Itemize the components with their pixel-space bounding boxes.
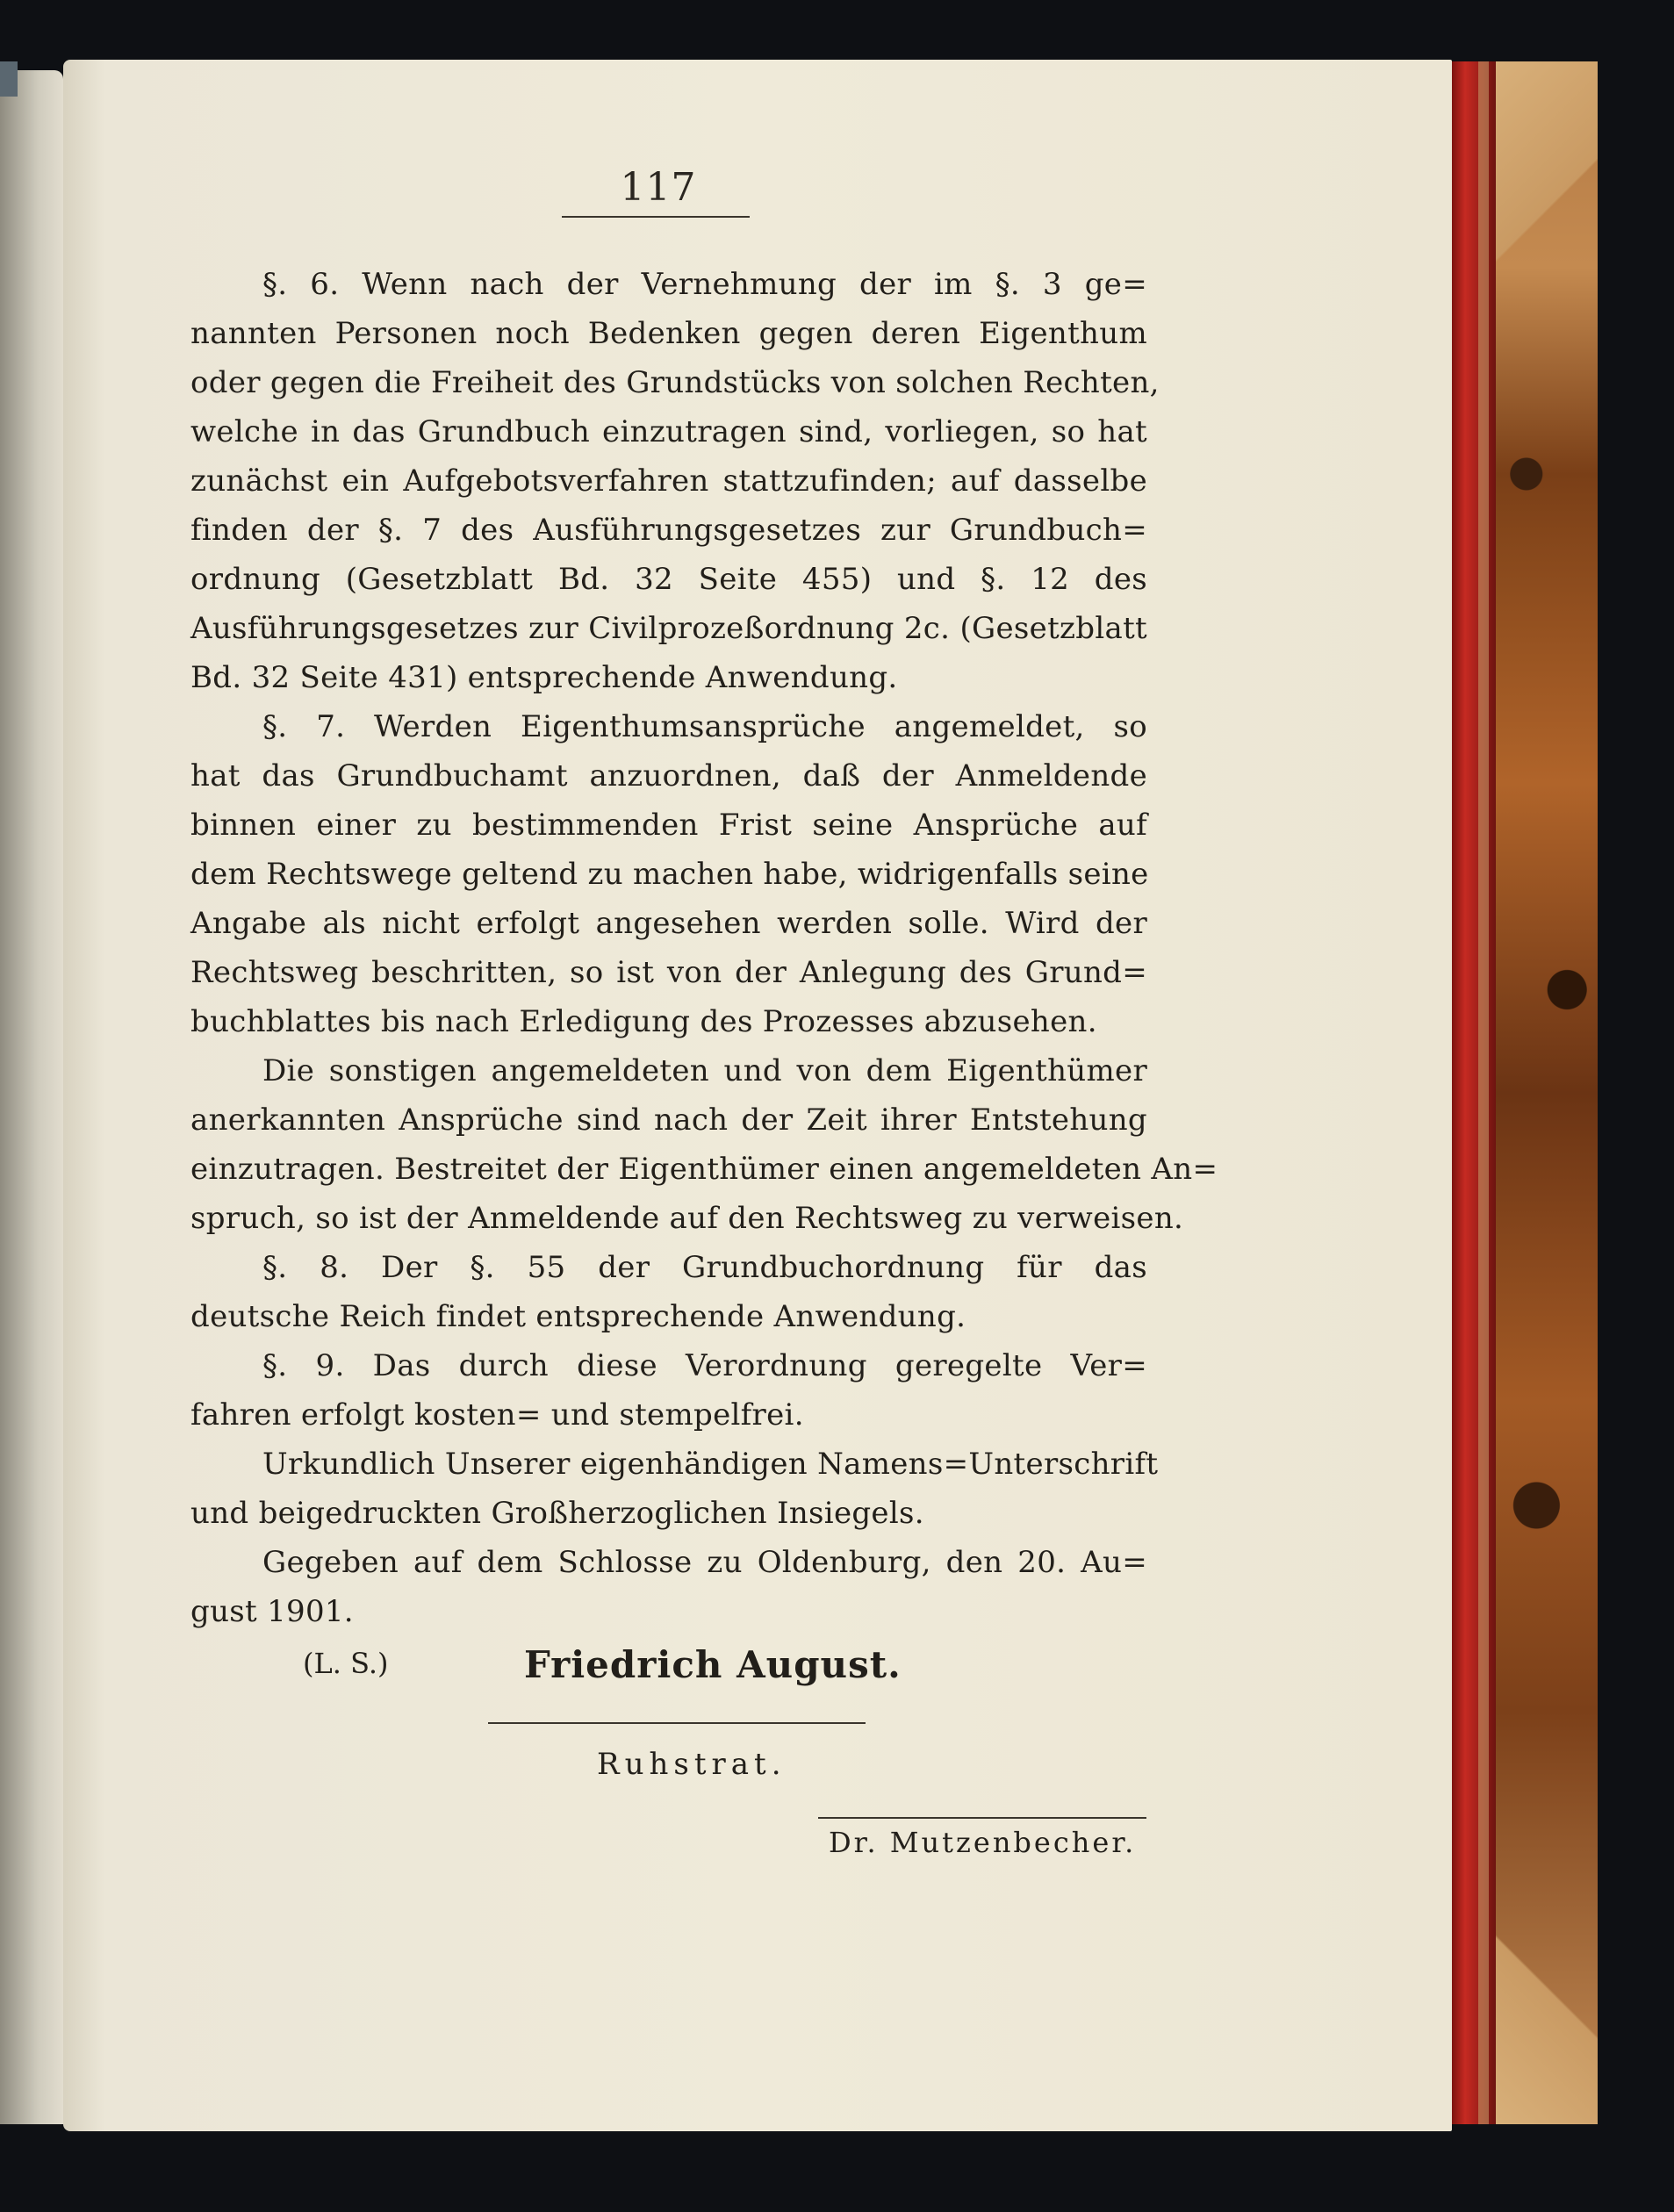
text-line: finden der §. 7 des Ausführungsgesetzes zur Grundbuch= (190, 513, 1147, 548)
page-number: 117 (620, 165, 697, 210)
cover-corner-bottom (1496, 1887, 1598, 2124)
text-line: Ausführungsgesetzes zur Civilprozeßordnung 2c. (Gesetzblatt (190, 611, 1147, 646)
text-line: spruch, so ist der Anmeldende auf den Rechtsweg zu verweisen. (190, 1201, 1184, 1236)
text-line: einzutragen. Bestreitet der Eigenthümer einen angemeldeten An= (190, 1152, 1218, 1187)
text-line: §. 7. Werden Eigenthumsansprüche angemeldet, so (262, 709, 1147, 744)
text-line: Angabe als nicht erfolgt angesehen werden solle. Wird der (190, 906, 1147, 941)
text-line: hat das Grundbuchamt anzuordnen, daß der Anmeldende (190, 758, 1147, 794)
text-line: §. 6. Wenn nach der Vernehmung der im §. 3 ge= (262, 267, 1147, 302)
cover-corner-top (1496, 61, 1598, 290)
text-line: fahren erfolgt kosten= und stempelfrei. (190, 1397, 804, 1433)
text-line: §. 9. Das durch diese Verordnung geregelte Ver= (262, 1348, 1147, 1383)
countersign-rule (818, 1817, 1146, 1819)
text-line: deutsche Reich findet entsprechende Anwendung. (190, 1299, 966, 1334)
text-line: Bd. 32 Seite 431) entsprechende Anwendung. (190, 660, 898, 695)
signature-rule (488, 1722, 866, 1724)
text-line: nannten Personen noch Bedenken gegen deren Eigenthum (190, 316, 1147, 351)
text-line: buchblattes bis nach Erledigung des Prozesses abzusehen. (190, 1004, 1097, 1039)
left-cover-corner (0, 61, 18, 97)
text-line: und beigedruckten Großherzoglichen Insiegels. (190, 1496, 924, 1531)
text-line: zunächst ein Aufgebotsverfahren stattzufinden; auf dasselbe (190, 463, 1147, 499)
countersign-ruhstrat: Ruhstrat. (597, 1747, 787, 1782)
text-line: anerkannten Ansprüche sind nach der Zeit ihrer Entstehung (190, 1102, 1147, 1138)
body-text (190, 260, 1218, 1636)
signatory-name: Friedrich August. (524, 1643, 902, 1686)
text-line: §. 8. Der §. 55 der Grundbuchordnung für das (262, 1250, 1147, 1285)
text-line: dem Rechtswege geltend zu machen habe, widrigenfalls seine (190, 857, 1149, 892)
text-line: welche in das Grundbuch einzutragen sind, vorliegen, so hat (190, 414, 1147, 449)
text-line: gust 1901. (190, 1594, 354, 1629)
signature-block (190, 1643, 1147, 1699)
text-line: Die sonstigen angemeldeten und von dem Eigenthümer (262, 1053, 1147, 1088)
text-line: binnen einer zu bestimmenden Frist seine Ansprüche auf (190, 808, 1147, 843)
text-line: oder gegen die Freiheit des Grundstücks von solchen Rechten, (190, 365, 1160, 400)
text-line: Gegeben auf dem Schlosse zu Oldenburg, den 20. Au= (262, 1545, 1147, 1580)
page-edge-stripe (1478, 61, 1489, 2124)
countersign-mutzenbecher: Dr. Mutzenbecher. (829, 1826, 1137, 1859)
text-line: ordnung (Gesetzblatt Bd. 32 Seite 455) und §. 12 des (190, 562, 1147, 597)
text-line: Rechtsweg beschritten, so ist von der Anlegung des Grund= (190, 955, 1147, 990)
page-number-rule (562, 216, 750, 218)
marbled-cover (1496, 61, 1598, 2124)
left-page-edge (0, 70, 63, 2124)
seal-mark: (L. S.) (303, 1647, 389, 1680)
text-line: Urkundlich Unserer eigenhändigen Namens=Unterschrift (262, 1447, 1159, 1482)
page-edge-red (1452, 61, 1496, 2124)
